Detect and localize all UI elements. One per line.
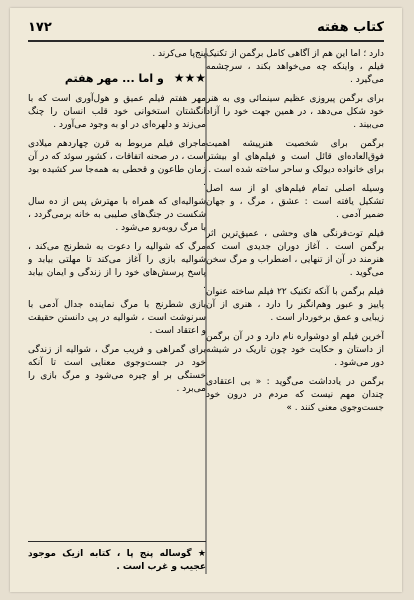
- right-paragraph-1: دارد ؛ اما این هم از آگاهی کامل برگمن از تکنیک فیلم ، واینکه چه می‌خواهد بکند ، سرچشمه می‌گیرد .: [206, 49, 384, 85]
- section-title: [28, 71, 206, 85]
- magazine-title: کتاب هفته: [317, 20, 384, 35]
- left-paragraph-2: ماجرای فیلم مربوط به قرن چهاردهم میلادی است ، در صحنه اتفاقات ، کشور سوئد که در آن زمان طاعون و قحطی به همه‌جا سر کشیده بود .: [28, 139, 206, 188]
- star-icon: ★★★: [173, 71, 206, 85]
- right-paragraph-2: برای برگمن پیروزی عظیم سینمائی وی به هنر خود شکل می‌دهد ، در همین جهت خود را آزاد می‌بیند .: [206, 94, 384, 130]
- page-number: ۱۷۲: [28, 20, 52, 35]
- right-paragraph-8: برگمن در یادداشت می‌گوید : « بی اعتقادی چندان مهم نیست که مردم در درون خود جست‌وجوی معنی کنند . »: [206, 377, 384, 413]
- left-paragraph-6: برای گمراهی و فریب مرگ ، شوالیه از زندگی خود در جست‌وجوی معنایی است تا آنکه خستگی بر او چیره می‌شود و مرگ بازی را می‌برد .: [28, 345, 206, 394]
- right-paragraph-3: برگمن برای شخصیت هنرپیشه اهمیت فوق‌العاده‌ای قائل است و فیلم‌های او بیشتر برای خانواده دیولک و ساحر ساخته شده است .: [206, 139, 384, 175]
- section-title-text: و اما ... مهر هفتم: [64, 72, 164, 85]
- right-column: [206, 48, 384, 574]
- left-paragraph-4: مرگ که شوالیه را دعوت به شطرنج می‌کند ، شوالیه بازی را آغاز می‌کند تا مهلتی بیابد و پاسخ پرسش‌های خود را از زندگی و ایمان بیابد .: [28, 242, 206, 291]
- right-paragraph-6: فیلم برگمن با آنکه تکنیک ۲۲ فیلم ساخته عنوان پاییز و عبور وهم‌انگیز را دارد ، هنری از آن زیبایی و عمق برخوردار است .: [206, 287, 384, 323]
- right-paragraph-5: فیلم توت‌فرنگی های وحشی ، عمیق‌ترین اثر برگمن است . آغاز دوران جدیدی است که هنرمند در آن از تنهایی ، اضطراب و مرگ سخن می‌گوید .: [206, 229, 384, 278]
- left-paragraph-1: مهر هفتم فیلم عمیق و هول‌آوری است که با انگشتان استخوانی خود قلب انسان را چنگ می‌زند و دلهره‌ای در او به وجود می‌آورد .: [28, 94, 206, 130]
- article-columns: [28, 48, 384, 574]
- left-column: [28, 48, 206, 574]
- left-paragraph-3: شوالیه‌ای که همراه با مهترش پس از ده سال شکست در جنگ‌های صلیبی به خانه برمی‌گردد ، با مرگ روبه‌رو می‌شود .: [28, 197, 206, 233]
- left-intro: پنج‌پا می‌کرند .: [152, 49, 206, 59]
- left-paragraph-5: بازی شطرنج با مرگ نماینده جدال آدمی با سرنوشت است ، شوالیه در پی دانستن حقیقت و اعتقاد است .: [28, 300, 206, 336]
- right-paragraph-7: آخرین فیلم او دوشواره نام دارد و در آن برگمن از داستان و حکایت خود چون تاریک در شیشه دور می‌شود .: [206, 332, 384, 368]
- page-header: [28, 18, 384, 42]
- right-paragraph-4: وسیله اصلی تمام فیلم‌های او از سه اصل تشکیل یافته است : عشق ، مرگ ، و جهان ضمیر آدمی .: [206, 184, 384, 220]
- magazine-page: [10, 8, 402, 592]
- footnote: ★ گوساله پنج پا ، کتابه ازیک موجود عجیب و غرب است .: [28, 541, 206, 574]
